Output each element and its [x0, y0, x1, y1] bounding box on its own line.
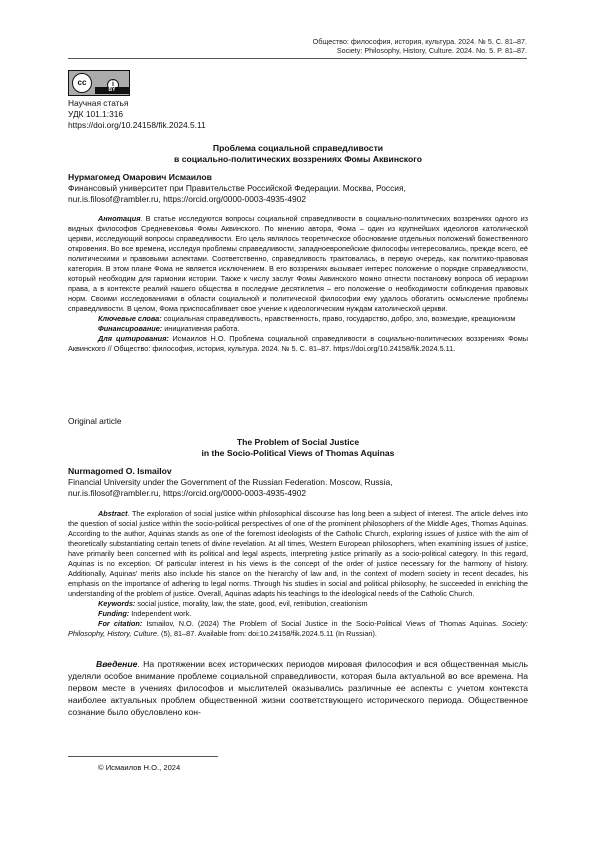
cc-by-icon[interactable] — [68, 70, 130, 96]
abstract-block-en — [68, 509, 528, 639]
citation-en — [68, 619, 528, 639]
intro-text: . На протяжении всех исторических периодов мировая философия и вся общественная мысль уделяли особое внимание проблеме социальной справедливости, которая была актуальной во все времена. На первом месте в учениях философов и мыслителей оказывались различные ее аспекты с учетом контекста наиболее актуальных проблем общественной жизни соответствующего исторического периода. Общественное сознание было обусловлено кон- — [68, 659, 528, 717]
article-meta-ru — [68, 98, 206, 131]
title-ru-line1: Проблема социальной справедливости — [212, 143, 384, 153]
abstract-ru — [68, 214, 528, 314]
title-en-line2: in the Socio-Political Views of Thomas Aquinas — [201, 448, 395, 458]
affiliation-ru-line1: Финансовый университет при Правительстве Российской Федерации. Москва, Россия, — [68, 183, 406, 193]
keywords-label-ru: Ключевые слова: — [98, 314, 162, 323]
funding-en — [68, 609, 528, 619]
citation-text-en-1: Ismailov, N.O. (2024) The Problem of Social Justice in the Socio-Political Views of Thomas Aquinas. — [142, 619, 503, 628]
title-en-line1: The Problem of Social Justice — [236, 437, 360, 447]
keywords-text-en: social justice, morality, law, the state, good, evil, retribution, creationism — [135, 599, 368, 608]
doi-link[interactable]: https://doi.org/10.24158/fik.2024.5.11 — [68, 120, 206, 130]
author-block-ru — [68, 172, 528, 205]
author-name-ru: Нурмагомед Омарович Исмаилов — [68, 172, 212, 182]
body-intro — [68, 658, 528, 718]
title-ru — [68, 143, 528, 165]
citation-text-ru: Исмаилов Н.О. Проблема социальной справедливости в социально-политических воззрениях Фомы Аквинского // Общество: философия, история, культура. 2024. № 5. С. 81–87. https://doi.org/10.24158/fik.2024.5.11. — [68, 334, 529, 353]
udk-code: УДК 101.1:316 — [68, 109, 124, 119]
keywords-ru — [68, 314, 528, 324]
funding-text-en: Independent work. — [129, 609, 192, 618]
keywords-text-ru: социальная справедливость, нравственность, право, государство, добро, зло, возмездие, креационизм — [161, 314, 516, 323]
title-en — [68, 437, 528, 459]
title-ru-line2: в социально-политических воззрениях Фомы Аквинского — [174, 154, 422, 164]
funding-text-ru: инициативная работа. — [162, 324, 240, 333]
affiliation-ru — [68, 183, 528, 205]
citation-label-ru: Для цитирования: — [98, 334, 169, 343]
funding-ru — [68, 324, 528, 334]
abstract-en — [68, 509, 528, 599]
copyright-footnote: © Исмаилов Н.О., 2024 — [98, 763, 181, 772]
journal-header — [313, 37, 527, 55]
citation-journal-en: Society: Philosophy, History, Culture — [68, 619, 528, 638]
abstract-text-en: . The exploration of social justice within philosophical discourse has long been a subject of interest. The article delves into the question of social justice within the socio-political perspectives of one of the prominent philosophers of the Middle Ages, Thomas Aquinas. According to the author, Aquinas stands as one of the foremost ideologists of the Catholic Church, exploring issues of justice with the aim of theoretically substantiating certain tenets of divine revelation. At all times, Western European philosophers, when examining issues of justice, have primarily been concerned with its political and legal aspects, interpreting justice primarily as a socio-political category. In this regard, Aquinas is no exception. Of particular interest in his views is the concept of the order of justice necessary for the harmony of history. Additionally, Aquinas' merits also include his stance on the hierarchy of law and, in the context of modern society in recent decades, his emphasis on the importance of adhering to legal norms. Through his studies in social and political philosophy, he succeeded in enriching the understanding of the problem of justice. Overall, Aquinas adapts his teachings to the ideological needs of the Catholic Church. — [68, 509, 528, 598]
keywords-en — [68, 599, 528, 609]
attribution-icon: i — [98, 73, 128, 86]
cc-icon: cc — [72, 73, 92, 93]
author-block-en — [68, 466, 528, 499]
citation-text-en-2: . (5), 81–87. Available from: doi:10.24158/fik.2024.5.11 (In Russian). — [156, 629, 377, 638]
footnote-divider — [68, 756, 218, 757]
intro-label: Введение — [96, 659, 138, 669]
affiliation-en-line2[interactable]: nur.is.filosof@rambler.ru, https://orcid.org/0000-0003-4935-4902 — [68, 488, 307, 498]
intro-paragraph — [68, 658, 528, 718]
keywords-label-en: Keywords: — [98, 599, 136, 608]
affiliation-ru-line2[interactable]: nur.is.filosof@rambler.ru, https://orcid.org/0000-0003-4935-4902 — [68, 194, 307, 204]
header-divider — [68, 58, 527, 59]
article-type-en: Original article — [68, 416, 122, 426]
by-label: BY — [95, 87, 129, 94]
abstract-text-ru: . В статье исследуются вопросы социальной справедливости в социально-политических воззрениях одного из видных философов Средневековья Фомы Аквинского. По мнению автора, Фома – один из крупнейших идеологов католической церкви, исследующий вопросы справедливости. Его цель являлось теоретическое обоснование отдельных положений божественного откровения. Во все времена, исследуя проблемы справедливости, западноевропейские философы интересовались, прежде всего, её политическими и правовыми аспектами. Соответственно, справедливость трактовалась, в первую очередь, как политико-правовая категория. В этом плане Фома не является исключением. В его воззрениях вызывает интерес положение о порядке справедливости, который необходим для гармонии истории. Также к числу заслуг Фомы Аквинского можно отнести постановку вопроса об иерархии права, а в контексте реалий нашего общества в последние десятилетия – его положение о необходимости соблюдения правовых норм. Своими исследованиями в области социальной и политической философии ему удалось обогатить осмысление проблемы справедливости. В целом, Фома приспосабливает свое учение к идеологическим нуждам католической церкви. — [68, 214, 528, 313]
citation-ru — [68, 334, 528, 354]
journal-header-en: Society: Philosophy, History, Culture. 2024. No. 5. P. 81–87. — [336, 46, 527, 55]
citation-label-en: For citation: — [98, 619, 143, 628]
journal-header-ru: Общество: философия, история, культура. 2024. № 5. С. 81–87. — [312, 37, 527, 46]
affiliation-en — [68, 477, 528, 499]
affiliation-en-line1: Financial University under the Government of the Russian Federation. Moscow, Russia, — [68, 477, 393, 487]
abstract-label-ru: Аннотация — [98, 214, 141, 223]
abstract-block-ru — [68, 214, 528, 354]
author-name-en: Nurmagomed O. Ismailov — [68, 466, 172, 476]
funding-label-ru: Финансирование: — [98, 324, 163, 333]
funding-label-en: Funding: — [98, 609, 130, 618]
abstract-label-en: Abstract — [98, 509, 128, 518]
article-type-ru: Научная статья — [68, 98, 129, 108]
